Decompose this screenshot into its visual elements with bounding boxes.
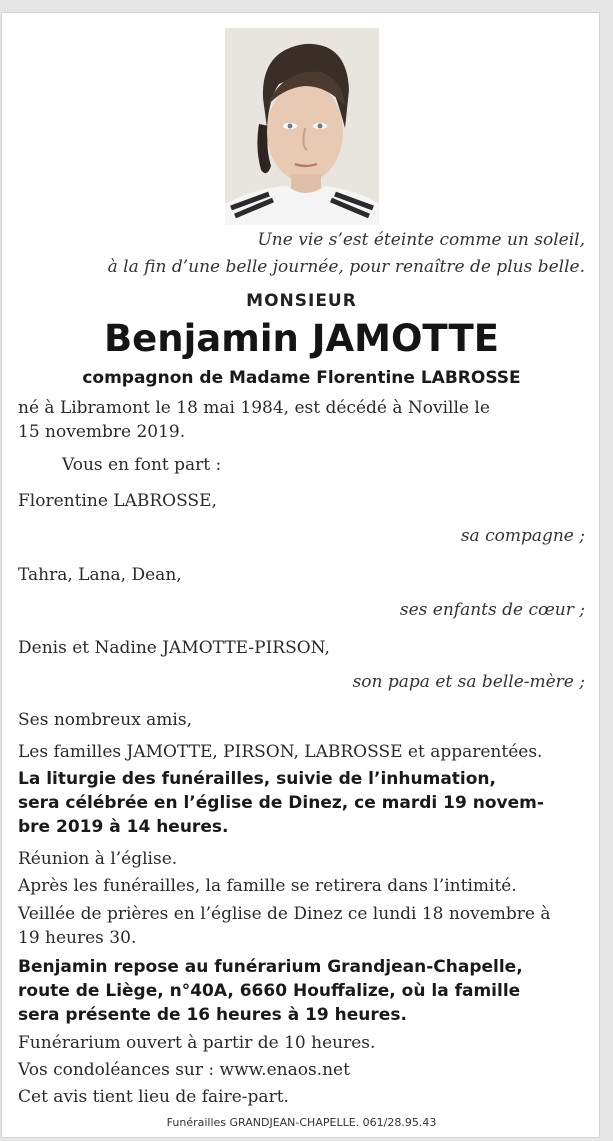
vigil-line-2: 19 heures 30. <box>18 928 137 948</box>
portrait-illustration <box>225 28 379 225</box>
rest-line-1: Benjamin repose au funérarium Grandjean-Chapelle, <box>18 957 523 977</box>
liturgy-line-3: bre 2019 à 14 heures. <box>18 817 229 837</box>
quote-line-1: Une vie s’est éteinte comme un soleil, <box>257 230 585 250</box>
families-line: Les familles JAMOTTE, PIRSON, LABROSSE et apparentées. <box>18 742 543 762</box>
rest-line-3: sera présente de 16 heures à 19 heures. <box>18 1005 407 1025</box>
footer-credit: Funérailles GRANDJEAN-CHAPELLE. 061/28.95.43 <box>166 1116 437 1129</box>
notice-line: Cet avis tient lieu de faire-part. <box>18 1087 289 1107</box>
condolences-line: Vos condoléances sur : www.enaos.net <box>18 1060 350 1080</box>
quote-line-2: à la fin d’une belle journée, pour renaître de plus belle. <box>107 257 585 277</box>
family-names-3: Denis et Nadine JAMOTTE-PIRSON, <box>18 638 330 658</box>
vigil-line-1: Veillée de prières en l’église de Dinez ce lundi 18 novembre à <box>18 904 551 924</box>
after-line: Après les funérailles, la famille se retirera dans l’intimité. <box>18 876 517 896</box>
birth-line-1: né à Libramont le 18 mai 1984, est décédé à Noville le <box>18 398 490 418</box>
funerarium-line: Funérarium ouvert à partir de 10 heures. <box>18 1033 376 1053</box>
reunion-line: Réunion à l’église. <box>18 849 178 869</box>
title-monsieur: MONSIEUR <box>246 291 357 311</box>
liturgy-line-2: sera célébrée en l’église de Dinez, ce mardi 19 novem- <box>18 793 544 813</box>
portrait-photo <box>225 28 379 225</box>
rest-line-2: route de Liège, n°40A, 6660 Houffalize, où la famille <box>18 981 521 1001</box>
family-relation-1: sa compagne ; <box>460 526 585 546</box>
family-relation-3: son papa et sa belle-mère ; <box>352 672 585 692</box>
friends-line: Ses nombreux amis, <box>18 710 192 730</box>
family-names-1: Florentine LABROSSE, <box>18 491 217 511</box>
partner-line: compagnon de Madame Florentine LABROSSE <box>82 368 521 388</box>
family-relation-2: ses enfants de cœur ; <box>399 600 585 620</box>
obituary-card <box>1 12 600 1138</box>
birth-line-2: 15 novembre 2019. <box>18 422 186 442</box>
liturgy-line-1: La liturgie des funérailles, suivie de l’inhumation, <box>18 769 496 789</box>
deceased-name: Benjamin JAMOTTE <box>103 317 500 360</box>
announce-line: Vous en font part : <box>62 455 222 475</box>
family-names-2: Tahra, Lana, Dean, <box>18 565 182 585</box>
